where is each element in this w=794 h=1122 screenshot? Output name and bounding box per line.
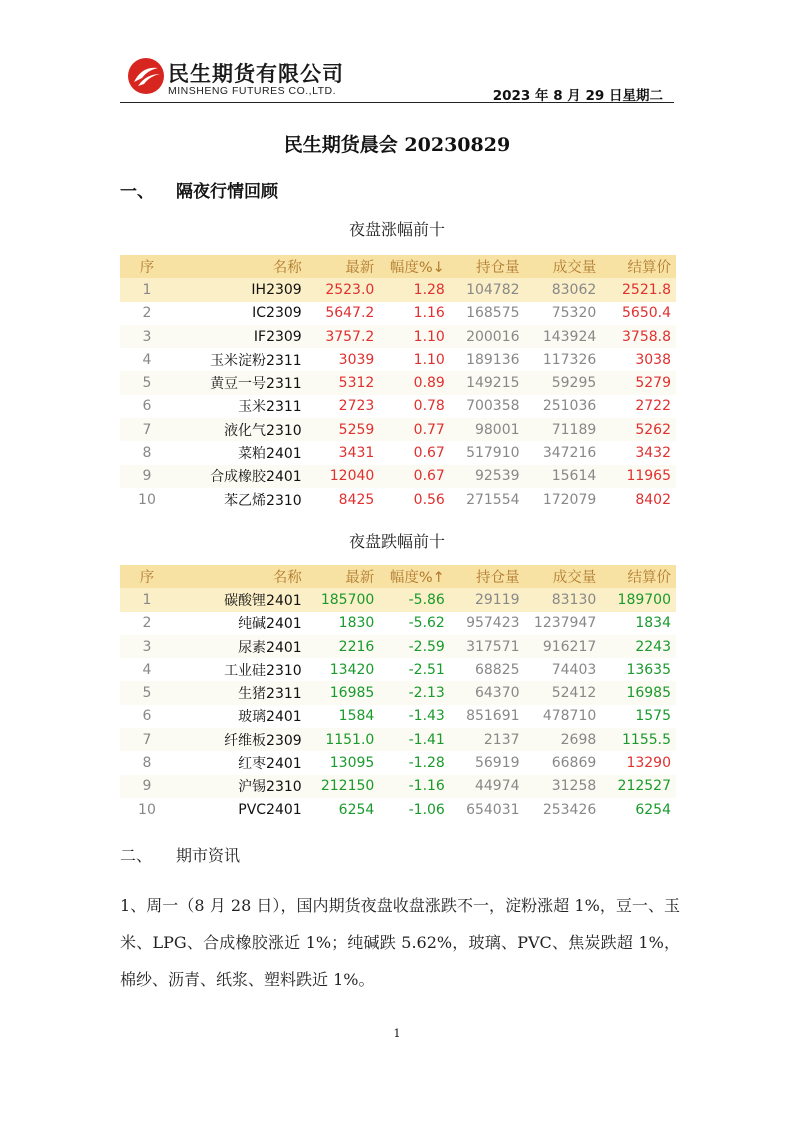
company-logo (126, 56, 386, 100)
last-price: 12040 (307, 465, 380, 488)
contract-name: 工业硅2310 (174, 658, 307, 681)
open-interest: 104782 (450, 278, 525, 301)
volume: 15614 (525, 465, 602, 488)
change-pct: -1.43 (379, 705, 450, 728)
volume: 478710 (525, 705, 602, 728)
settle-price: 212527 (601, 775, 676, 798)
row-index: 9 (120, 465, 174, 488)
last-price: 6254 (307, 798, 380, 821)
row-index: 1 (120, 278, 174, 301)
row-index: 5 (120, 681, 174, 704)
section-heading-1 (120, 177, 278, 202)
last-price: 185700 (307, 588, 380, 611)
volume: 1237947 (525, 612, 602, 635)
change-pct: 1.10 (379, 325, 450, 348)
volume: 74403 (525, 658, 602, 681)
row-index: 2 (120, 302, 174, 325)
table-row (120, 751, 676, 774)
row-index: 4 (120, 348, 174, 371)
open-interest: 517910 (450, 441, 525, 464)
col-index: 序 (120, 255, 174, 278)
table-row (120, 705, 676, 728)
settle-price: 2521.8 (601, 278, 676, 301)
contract-name: 沪锡2310 (174, 775, 307, 798)
settle-price: 3432 (601, 441, 676, 464)
col-change-pct: 幅度%↓ (379, 255, 450, 278)
open-interest: 700358 (450, 395, 525, 418)
table-row (120, 798, 676, 821)
settle-price: 3758.8 (601, 325, 676, 348)
open-interest: 957423 (450, 612, 525, 635)
settle-price: 2722 (601, 395, 676, 418)
section-label: 隔夜行情回顾 (176, 182, 278, 202)
col-open-interest: 持仓量 (450, 255, 525, 278)
volume: 251036 (525, 395, 602, 418)
last-price: 212150 (307, 775, 380, 798)
contract-name: 合成橡胶2401 (174, 465, 307, 488)
change-pct: -1.16 (379, 775, 450, 798)
change-pct: 0.67 (379, 441, 450, 464)
contract-name: 玉米淀粉2311 (174, 348, 307, 371)
col-settle: 结算价 (601, 255, 676, 278)
table-row (120, 635, 676, 658)
change-pct: -1.06 (379, 798, 450, 821)
col-name: 名称 (174, 255, 307, 278)
contract-name: 玉米2311 (174, 395, 307, 418)
volume: 172079 (525, 488, 602, 511)
row-index: 7 (120, 418, 174, 441)
settle-price: 1155.5 (601, 728, 676, 751)
table-row (120, 278, 676, 301)
last-price: 13095 (307, 751, 380, 774)
last-price: 1830 (307, 612, 380, 635)
contract-name: 玻璃2401 (174, 705, 307, 728)
company-name-en: MINSHENG FUTURES CO.,LTD. (168, 85, 337, 97)
table-row (120, 658, 676, 681)
row-index: 8 (120, 441, 174, 464)
col-last: 最新 (307, 565, 380, 588)
change-pct: 0.89 (379, 371, 450, 394)
open-interest: 168575 (450, 302, 525, 325)
row-index: 4 (120, 658, 174, 681)
gainers-caption: 夜盘涨幅前十 (348, 220, 445, 239)
settle-price: 16985 (601, 681, 676, 704)
volume: 75320 (525, 302, 602, 325)
table-row (120, 395, 676, 418)
open-interest: 189136 (450, 348, 525, 371)
volume: 253426 (525, 798, 602, 821)
last-price: 5647.2 (307, 302, 380, 325)
volume: 71189 (525, 418, 602, 441)
last-price: 8425 (307, 488, 380, 511)
report-date: 2023 年 8 月 29 日星期二 (492, 88, 663, 104)
col-volume: 成交量 (525, 255, 602, 278)
change-pct: 0.67 (379, 465, 450, 488)
logo-mark-icon (126, 56, 166, 96)
last-price: 5312 (307, 371, 380, 394)
last-price: 2523.0 (307, 278, 380, 301)
settle-price: 189700 (601, 588, 676, 611)
change-pct: -1.41 (379, 728, 450, 751)
settle-price: 11965 (601, 465, 676, 488)
table-row (120, 418, 676, 441)
col-last: 最新 (307, 255, 380, 278)
last-price: 1151.0 (307, 728, 380, 751)
change-pct: 1.16 (379, 302, 450, 325)
open-interest: 68825 (450, 658, 525, 681)
header-divider (120, 102, 674, 103)
volume: 143924 (525, 325, 602, 348)
change-pct: 1.10 (379, 348, 450, 371)
change-pct: -1.28 (379, 751, 450, 774)
volume: 52412 (525, 681, 602, 704)
section-number: 一、 (120, 182, 154, 202)
table-row (120, 441, 676, 464)
contract-name: IF2309 (174, 325, 307, 348)
open-interest: 92539 (450, 465, 525, 488)
settle-price: 3038 (601, 348, 676, 371)
table-row (120, 325, 676, 348)
row-index: 7 (120, 728, 174, 751)
open-interest: 56919 (450, 751, 525, 774)
change-pct: -2.51 (379, 658, 450, 681)
open-interest: 317571 (450, 635, 525, 658)
open-interest: 64370 (450, 681, 525, 704)
last-price: 3039 (307, 348, 380, 371)
contract-name: 纯碱2401 (174, 612, 307, 635)
volume: 2698 (525, 728, 602, 751)
last-price: 13420 (307, 658, 380, 681)
losers-table (120, 565, 676, 821)
row-index: 2 (120, 612, 174, 635)
settle-price: 8402 (601, 488, 676, 511)
last-price: 1584 (307, 705, 380, 728)
col-index: 序 (120, 565, 174, 588)
change-pct: -5.86 (379, 588, 450, 611)
change-pct: -2.13 (379, 681, 450, 704)
volume: 117326 (525, 348, 602, 371)
open-interest: 851691 (450, 705, 525, 728)
settle-price: 5279 (601, 371, 676, 394)
change-pct: -2.59 (379, 635, 450, 658)
table-row (120, 775, 676, 798)
row-index: 10 (120, 798, 174, 821)
change-pct: 0.56 (379, 488, 450, 511)
settle-price: 13635 (601, 658, 676, 681)
contract-name: 菜粕2401 (174, 441, 307, 464)
section-number: 二、 (120, 846, 153, 865)
page-number: 1 (393, 1027, 401, 1040)
open-interest: 98001 (450, 418, 525, 441)
gainers-table (120, 255, 676, 511)
document-title: 民生期货晨会 20230829 (283, 134, 511, 156)
volume: 916217 (525, 635, 602, 658)
last-price: 5259 (307, 418, 380, 441)
settle-price: 1834 (601, 612, 676, 635)
table-row (120, 728, 676, 751)
table-row (120, 681, 676, 704)
contract-name: 液化气2310 (174, 418, 307, 441)
open-interest: 29119 (450, 588, 525, 611)
row-index: 6 (120, 395, 174, 418)
change-pct: 1.28 (379, 278, 450, 301)
contract-name: 黄豆一号2311 (174, 371, 307, 394)
row-index: 5 (120, 371, 174, 394)
settle-price: 1575 (601, 705, 676, 728)
company-name-cn: 民生期货有限公司 (168, 62, 344, 86)
col-change-pct: 幅度%↑ (379, 565, 450, 588)
row-index: 3 (120, 325, 174, 348)
contract-name: 尿素2401 (174, 635, 307, 658)
table-row (120, 588, 676, 611)
volume: 31258 (525, 775, 602, 798)
volume: 59295 (525, 371, 602, 394)
settle-price: 5650.4 (601, 302, 676, 325)
row-index: 1 (120, 588, 174, 611)
contract-name: 苯乙烯2310 (174, 488, 307, 511)
section-heading-2 (120, 843, 240, 866)
settle-price: 2243 (601, 635, 676, 658)
last-price: 16985 (307, 681, 380, 704)
last-price: 3431 (307, 441, 380, 464)
contract-name: PVC2401 (174, 798, 307, 821)
contract-name: 碳酸锂2401 (174, 588, 307, 611)
table-row (120, 488, 676, 511)
row-index: 3 (120, 635, 174, 658)
settle-price: 5262 (601, 418, 676, 441)
section-label: 期市资讯 (176, 846, 241, 865)
change-pct: 0.78 (379, 395, 450, 418)
open-interest: 44974 (450, 775, 525, 798)
open-interest: 2137 (450, 728, 525, 751)
change-pct: -5.62 (379, 612, 450, 635)
row-index: 10 (120, 488, 174, 511)
col-settle: 结算价 (601, 565, 676, 588)
table-row (120, 302, 676, 325)
table-row (120, 371, 676, 394)
contract-name: IH2309 (174, 278, 307, 301)
volume: 83062 (525, 278, 602, 301)
last-price: 2216 (307, 635, 380, 658)
volume: 83130 (525, 588, 602, 611)
row-index: 8 (120, 751, 174, 774)
open-interest: 271554 (450, 488, 525, 511)
table-row (120, 465, 676, 488)
losers-caption: 夜盘跌幅前十 (348, 532, 445, 551)
row-index: 6 (120, 705, 174, 728)
table-row (120, 348, 676, 371)
table-header-row (120, 565, 676, 588)
volume: 66869 (525, 751, 602, 774)
table-row (120, 612, 676, 635)
row-index: 9 (120, 775, 174, 798)
contract-name: 生猪2311 (174, 681, 307, 704)
settle-price: 6254 (601, 798, 676, 821)
col-open-interest: 持仓量 (450, 565, 525, 588)
open-interest: 149215 (450, 371, 525, 394)
last-price: 2723 (307, 395, 380, 418)
open-interest: 200016 (450, 325, 525, 348)
news-paragraph: 1、周一（8 月 28 日），国内期货夜盘收盘涨跌不一，淀粉涨超 1%，豆一、玉米、LPG、合成橡胶涨近 1%；纯碱跌 5.62%，玻璃、PVC、焦炭跌超 1%，棉纱、沥青、纸浆、塑料跌近 1%。 (120, 896, 680, 989)
contract-name: IC2309 (174, 302, 307, 325)
last-price: 3757.2 (307, 325, 380, 348)
table-header-row (120, 255, 676, 278)
contract-name: 纤维板2309 (174, 728, 307, 751)
col-volume: 成交量 (525, 565, 602, 588)
change-pct: 0.77 (379, 418, 450, 441)
col-name: 名称 (174, 565, 307, 588)
volume: 347216 (525, 441, 602, 464)
contract-name: 红枣2401 (174, 751, 307, 774)
open-interest: 654031 (450, 798, 525, 821)
settle-price: 13290 (601, 751, 676, 774)
